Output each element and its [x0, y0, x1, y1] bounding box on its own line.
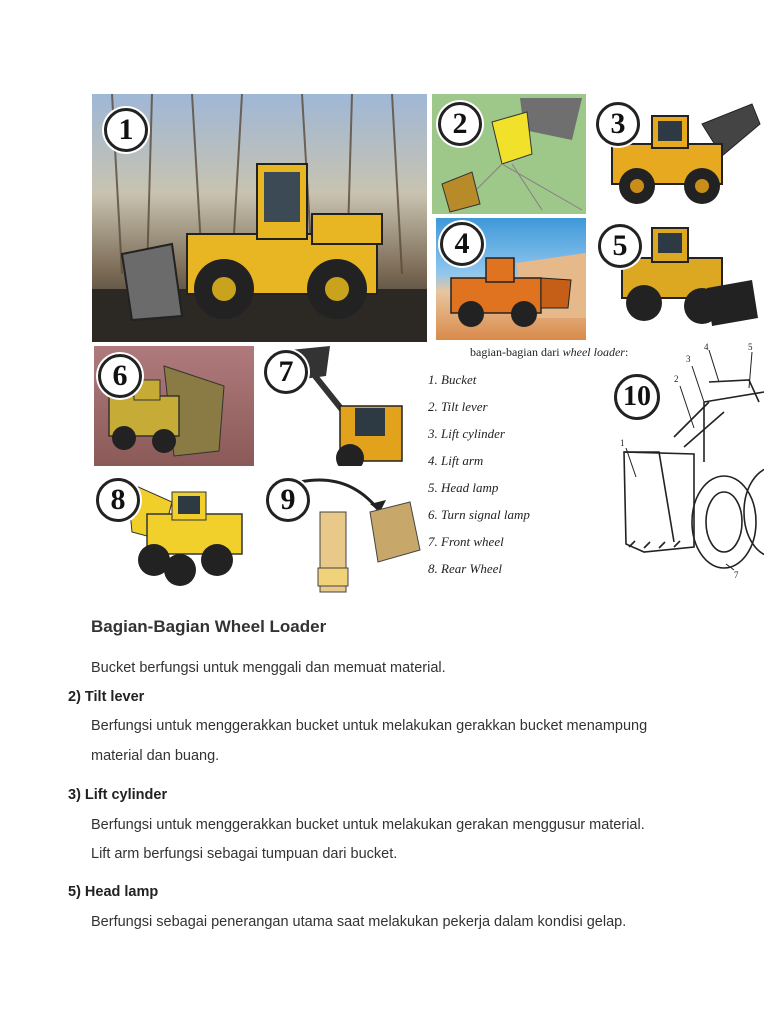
panel-number-2: 2	[438, 102, 482, 146]
callout-label: 5	[748, 342, 753, 352]
callout-label: 4	[704, 342, 709, 352]
parts-title-suffix: :	[624, 345, 629, 359]
intro-paragraph: Bucket berfungsi untuk menggali dan memuat material.	[91, 660, 446, 676]
item-text-lift-cylinder-line2: Lift arm berfungsi sebagai tumpuan dari bucket.	[91, 846, 398, 862]
panel-number-4: 4	[440, 222, 484, 266]
photo-wheel-loader-5	[592, 218, 764, 340]
section-heading: Bagian-Bagian Wheel Loader	[91, 617, 327, 636]
panel-number-1: 1	[104, 108, 148, 152]
item-heading-head-lamp: 5) Head lamp	[68, 884, 159, 900]
panel-number-6: 6	[98, 354, 142, 398]
item-text-tilt-lever-line2: material dan buang.	[91, 748, 220, 764]
panel-number-8: 8	[96, 478, 140, 522]
diagram-loading-truck-2	[432, 94, 586, 214]
photo-wheel-loader-4	[436, 218, 586, 340]
parts-title-italic: wheel loader	[562, 345, 625, 359]
item-text-lift-cylinder-line1: Berfungsi untuk menggerakkan bucket untuk melakukan gerakan menggusur material.	[91, 817, 645, 833]
parts-list-item: 2. Tilt lever	[428, 399, 488, 414]
wheel-loader-line-drawing	[534, 342, 764, 582]
panel-number-10: 10	[614, 374, 660, 420]
parts-list-item: 6. Turn signal lamp	[428, 507, 530, 522]
photo-wheel-loader-3	[592, 94, 764, 214]
parts-list-item: 4. Lift arm	[428, 453, 484, 468]
parts-list-item: 8. Rear Wheel	[428, 561, 503, 576]
parts-list-item: 1. Bucket	[428, 372, 477, 387]
item-heading-lift-cylinder: 3) Lift cylinder	[68, 787, 168, 803]
parts-list-item: 7. Front wheel	[428, 534, 504, 549]
panel-number-3: 3	[596, 102, 640, 146]
item-text-head-lamp-line1: Berfungsi sebagai penerangan utama saat melakukan pekerja dalam kondisi gelap.	[91, 914, 627, 930]
photo-wheel-loader-6	[94, 346, 254, 466]
callout-label: 1	[620, 438, 625, 448]
parts-title-prefix: bagian-bagian dari	[470, 345, 563, 359]
photo-wheel-loader-8	[92, 472, 252, 594]
parts-list-item: 3. Lift cylinder	[428, 426, 505, 441]
panel-number-5: 5	[598, 224, 642, 268]
parts-list-item: 5. Head lamp	[428, 480, 499, 495]
diagram-loading-9	[260, 472, 426, 594]
item-text-tilt-lever-line1: Berfungsi untuk menggerakkan bucket untuk melakukan gerakkan bucket menampung	[91, 718, 648, 734]
callout-label: 7	[734, 570, 739, 580]
item-heading-tilt-lever: 2) Tilt lever	[68, 689, 145, 705]
photo-wheel-loader-1	[92, 94, 427, 342]
callout-label: 3	[686, 354, 691, 364]
callout-label: 2	[674, 374, 679, 384]
photo-wheel-loader-7	[260, 346, 410, 466]
panel-number-7: 7	[264, 350, 308, 394]
wheel-loader-collage	[92, 94, 764, 594]
parts-list	[428, 366, 530, 582]
panel-number-9: 9	[266, 478, 310, 522]
parts-diagram-10	[428, 342, 764, 594]
